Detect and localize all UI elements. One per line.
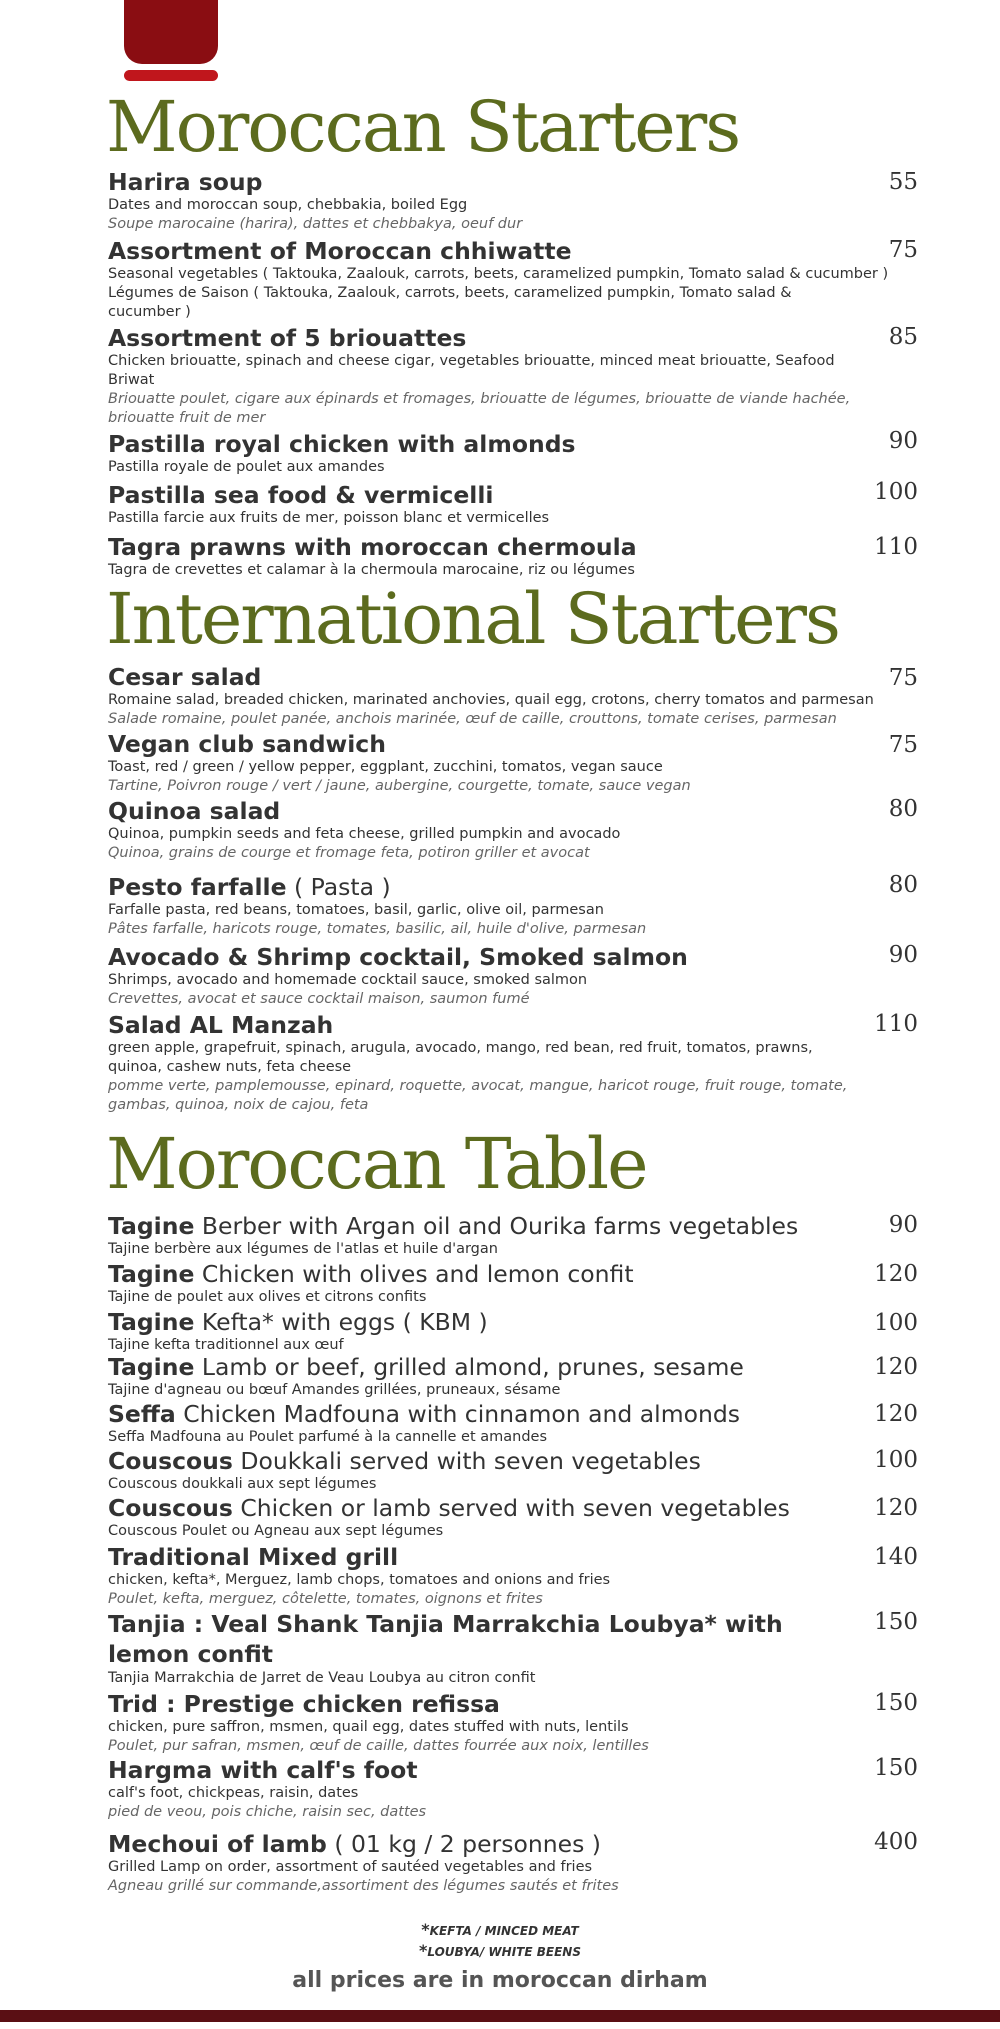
item-description-fr: Pâtes farfalle, haricots rouge, tomates, basilic, ail, huile d'olive, parmesan — [108, 921, 647, 937]
menu-item-avocado-shrimp — [108, 943, 998, 1009]
item-price: 100 — [874, 1310, 918, 1336]
menu-item-pesto-farfalle — [108, 873, 998, 939]
item-description-fr: Poulet, pur safran, msmen, œuf de caille, dattes fourrée aux noix, lentilles — [108, 1738, 649, 1754]
item-description: Tajine kefta traditionnel aux œuf — [108, 1337, 344, 1353]
item-description-fr: Soupe marocaine (harira), dattes et chebbakya, oeuf dur — [108, 216, 523, 232]
item-description: Seasonal vegetables ( Taktouka, Zaalouk, carrots, beets, caramelized pumpkin, Tomato salad & cucumber ) — [108, 266, 889, 282]
item-price: 150 — [874, 1755, 918, 1781]
menu-item-pastilla-chicken — [108, 430, 998, 477]
prices-note: all prices are in moroccan dirham — [292, 1968, 708, 1993]
item-price: 100 — [874, 479, 918, 505]
item-description: Tajine d'agneau ou bœuf Amandes grillées, pruneaux, sésame — [108, 1382, 561, 1398]
section-title-moroccan-table: Moroccan Table — [106, 1123, 647, 1205]
item-price: 75 — [888, 237, 918, 263]
item-price: 100 — [874, 1447, 918, 1473]
brand-logo-bar — [124, 70, 218, 81]
item-description: green apple, grapefruit, spinach, arugula, avocado, mango, red bean, red fruit, tomatos, prawns, quinoa, cashew nuts, feta cheese — [108, 1040, 813, 1075]
section-title-moroccan-starters: Moroccan Starters — [106, 86, 740, 168]
menu-item-tagra-prawns — [108, 533, 998, 580]
item-name: Berber with Argan oil and Ourika farms vegetables — [194, 1212, 799, 1240]
item-description-fr: Agneau grillé sur commande,assortiment des légumes sautés et frites — [108, 1878, 619, 1894]
item-name-detail: ( 01 kg / 2 personnes ) — [326, 1830, 601, 1858]
item-name-main: Pesto farfalle — [108, 873, 287, 901]
footnote-text: LOUBYA/ WHITE BEENS — [427, 1945, 581, 1959]
item-name: Chicken or lamb served with seven vegetables — [232, 1494, 790, 1522]
item-price: 400 — [874, 1829, 918, 1855]
item-name: Pastilla sea food & vermicelli — [108, 481, 494, 509]
menu-item-couscous-doukkali — [108, 1447, 998, 1494]
item-price: 90 — [888, 428, 918, 454]
item-category: Couscous — [108, 1447, 233, 1475]
item-description: Quinoa, pumpkin seeds and feta cheese, grilled pumpkin and avocado — [108, 826, 621, 842]
menu-item-tanjia — [108, 1609, 998, 1688]
item-price: 120 — [874, 1495, 918, 1521]
item-description: Tanjia Marrakchia de Jarret de Veau Loubya au citron confit — [108, 1670, 536, 1686]
menu-item-hargma — [108, 1756, 998, 1822]
menu-item-tagine-chicken — [108, 1260, 998, 1307]
item-name — [108, 873, 998, 901]
item-description: Tajine de poulet aux olives et citrons confits — [108, 1289, 427, 1305]
item-category: Couscous — [108, 1494, 233, 1522]
item-description: Romaine salad, breaded chicken, marinated anchovies, quail egg, crotons, cherry tomatos and parmesan — [108, 692, 874, 708]
item-price: 150 — [874, 1609, 918, 1635]
item-description-fr: Crevettes, avocat et sauce cocktail maison, saumon fumé — [108, 991, 530, 1007]
menu-item-trid — [108, 1690, 998, 1756]
item-description: chicken, kefta*, Merguez, lamb chops, tomatoes and onions and fries — [108, 1572, 611, 1588]
item-price: 80 — [888, 796, 918, 822]
item-price: 150 — [874, 1690, 918, 1716]
footnote-text: KEFTA / MINCED MEAT — [429, 1924, 579, 1938]
footnote-kefta — [0, 1920, 1000, 1939]
menu-item-tagine-berber — [108, 1212, 998, 1259]
menu-item-briouattes — [108, 324, 998, 428]
menu-item-mechoui — [108, 1830, 998, 1896]
menu-item-harira-soup — [108, 168, 998, 234]
item-description-fr: Salade romaine, poulet panée, anchois marinée, œuf de caille, crouttons, tomate cerises, parmesan — [108, 711, 837, 727]
item-description: Pastilla royale de poulet aux amandes — [108, 459, 385, 475]
item-description: Pastilla farcie aux fruits de mer, poisson blanc et vermicelles — [108, 510, 550, 526]
item-price: 120 — [874, 1354, 918, 1380]
menu-item-tagine-lamb — [108, 1353, 998, 1400]
item-category: Seffa — [108, 1400, 176, 1428]
item-description: Farfalle pasta, red beans, tomatoes, basil, garlic, olive oil, parmesan — [108, 902, 604, 918]
item-description: Tajine berbère aux légumes de l'atlas et huile d'argan — [108, 1241, 498, 1257]
item-name: Tagra prawns with moroccan chermoula — [108, 533, 637, 561]
item-category: Tagine — [108, 1260, 195, 1288]
item-description: calf's foot, chickpeas, raisin, dates — [108, 1785, 359, 1801]
footnote-star: * — [421, 1920, 430, 1939]
item-name: Salad AL Manzah — [108, 1011, 334, 1039]
item-name: Assortment of Moroccan chhiwatte — [108, 237, 572, 265]
item-name: Harira soup — [108, 168, 263, 196]
item-description: Dates and moroccan soup, chebbakia, boiled Egg — [108, 197, 468, 213]
item-price: 85 — [888, 324, 918, 350]
item-price: 80 — [888, 872, 918, 898]
item-name: Traditional Mixed grill — [108, 1543, 399, 1571]
menu-item-seffa — [108, 1400, 998, 1447]
item-price: 120 — [874, 1261, 918, 1287]
menu-item-quinoa-salad — [108, 797, 998, 863]
item-price: 110 — [874, 1011, 918, 1037]
item-category: Tagine — [108, 1353, 195, 1381]
menu-item-mixed-grill — [108, 1543, 998, 1609]
item-description: Shrimps, avocado and homemade cocktail sauce, smoked salmon — [108, 972, 588, 988]
item-category: Tagine — [108, 1212, 195, 1240]
menu-item-pastilla-seafood — [108, 481, 998, 528]
section-title-international-starters: International Starters — [106, 578, 839, 660]
item-description-fr: Tartine, Poivron rouge / vert / jaune, aubergine, courgette, tomate, sauce vegan — [108, 778, 691, 794]
item-description-fr: Briouatte poulet, cigare aux épinards et fromages, briouatte de légumes, briouatte de viande hachée, briouatte fruit de mer — [108, 391, 851, 426]
item-name: Pastilla royal chicken with almonds — [108, 430, 576, 458]
footnote-loubya — [0, 1941, 1000, 1960]
menu-item-couscous-chicken — [108, 1494, 998, 1541]
item-price: 55 — [888, 169, 918, 195]
item-description-fr: pomme verte, pamplemousse, epinard, roquette, avocat, mangue, haricot rouge, fruit rouge, tomate, gambas, quinoa, noix de cajou, feta — [108, 1078, 848, 1113]
item-description-fr: Poulet, kefta, merguez, côtelette, tomates, oignons et frites — [108, 1591, 543, 1607]
bottom-bar — [0, 2010, 1000, 2022]
item-price: 120 — [874, 1401, 918, 1427]
item-price: 140 — [874, 1544, 918, 1570]
item-description: Couscous doukkali aux sept légumes — [108, 1476, 377, 1492]
item-description-fr: Quinoa, grains de courge et fromage feta, potiron griller et avocat — [108, 845, 590, 861]
item-name: Quinoa salad — [108, 797, 281, 825]
item-description: Tagra de crevettes et calamar à la chermoula marocaine, riz ou légumes — [108, 562, 635, 578]
menu-item-vegan-club — [108, 730, 998, 796]
brand-logo — [124, 0, 218, 64]
item-description: Toast, red / green / yellow pepper, eggplant, zucchini, tomatos, vegan sauce — [108, 759, 663, 775]
item-name: Mechoui of lamb — [108, 1830, 327, 1858]
footnote-star: * — [419, 1941, 428, 1960]
item-name: Kefta* with eggs ( KBM ) — [194, 1308, 488, 1336]
menu-item-salad-al-manzah — [108, 1011, 998, 1115]
item-name: Assortment of 5 briouattes — [108, 324, 467, 352]
item-price: 75 — [888, 732, 918, 758]
item-name: Hargma with calf's foot — [108, 1756, 418, 1784]
item-description-fr: Légumes de Saison ( Taktouka, Zaalouk, carrots, beets, caramelized pumpkin, Tomato salad & cucumber ) — [108, 285, 792, 320]
item-description: Couscous Poulet ou Agneau aux sept légumes — [108, 1523, 444, 1539]
item-description: Chicken briouatte, spinach and cheese cigar, vegetables briouatte, minced meat briouatte, Seafood Briwat — [108, 353, 835, 388]
menu-item-tagine-kefta — [108, 1308, 998, 1355]
item-name: Avocado & Shrimp cocktail, Smoked salmon — [108, 943, 688, 971]
item-name: Cesar salad — [108, 663, 262, 691]
item-category: Tagine — [108, 1308, 195, 1336]
item-description: Seffa Madfouna au Poulet parfumé à la cannelle et amandes — [108, 1429, 548, 1445]
menu-item-chhiwatte — [108, 237, 998, 322]
item-name: Tanjia : Veal Shank Tanjia Marrakchia Loubya* with lemon confit — [108, 1610, 783, 1668]
item-description-fr: pied de veou, pois chiche, raisin sec, dattes — [108, 1804, 427, 1820]
item-name: Lamb or beef, grilled almond, prunes, sesame — [194, 1353, 744, 1381]
item-name: Doukkali served with seven vegetables — [232, 1447, 701, 1475]
item-name: Chicken Madfouna with cinnamon and almonds — [175, 1400, 741, 1428]
item-name: Chicken with olives and lemon confit — [194, 1260, 634, 1288]
item-name: Trid : Prestige chicken refissa — [108, 1690, 500, 1718]
item-description: Grilled Lamp on order, assortment of sautéed vegetables and fries — [108, 1859, 593, 1875]
item-price: 90 — [888, 942, 918, 968]
menu-item-cesar-salad — [108, 663, 998, 729]
item-price: 75 — [888, 665, 918, 691]
item-price: 90 — [888, 1212, 918, 1238]
item-name: Vegan club sandwich — [108, 730, 386, 758]
item-description: chicken, pure saffron, msmen, quail egg, dates stuffed with nuts, lentils — [108, 1719, 629, 1735]
item-name-detail: ( Pasta ) — [286, 873, 391, 901]
item-price: 110 — [874, 534, 918, 560]
